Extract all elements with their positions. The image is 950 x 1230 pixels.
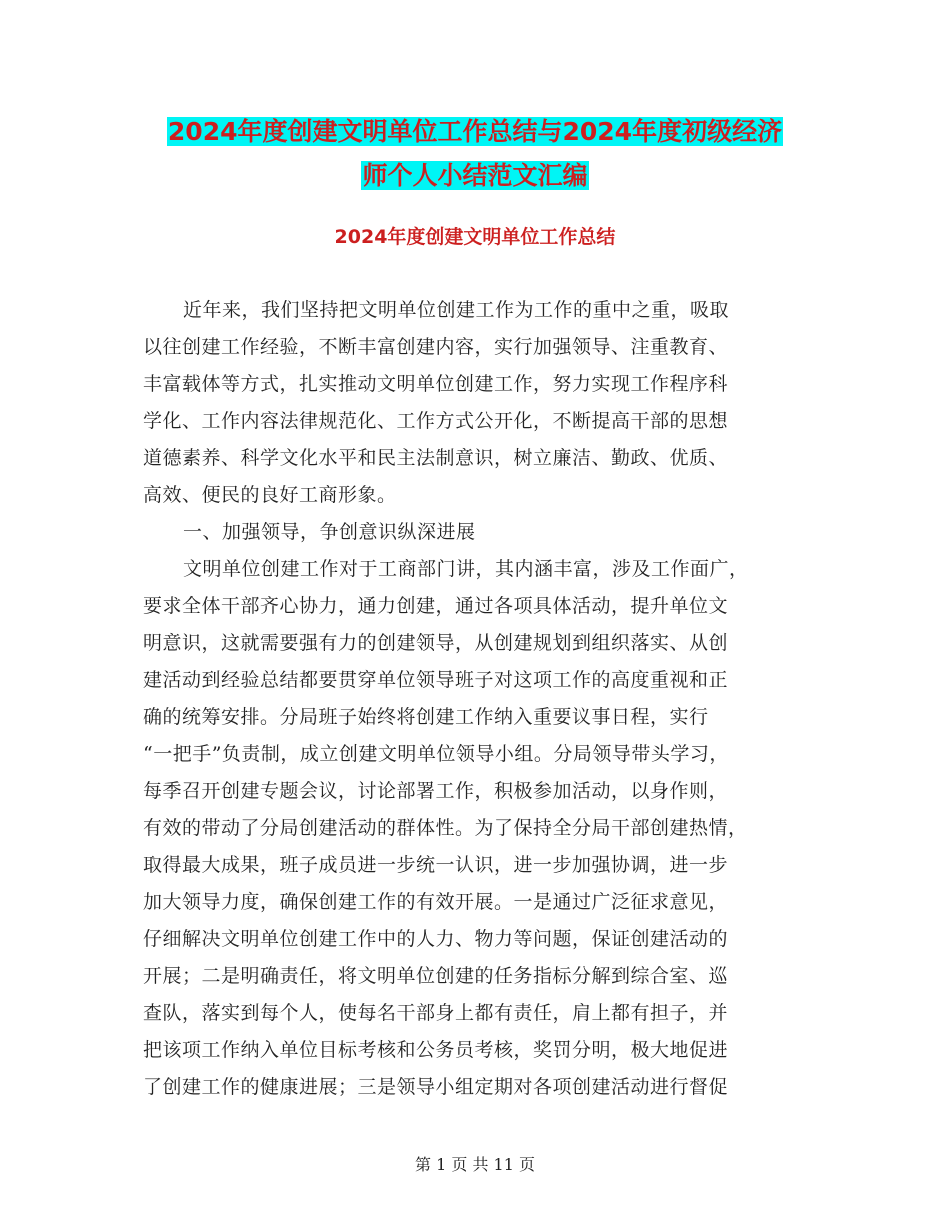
text-line: 确的统筹安排。分局班子始终将创建工作纳入重要议事日程，实行 [143, 706, 709, 728]
title-line-2: 师个人小结范文汇编 [362, 161, 588, 190]
page-footer: 第 1 页 共 11 页 [415, 1155, 535, 1174]
text-line: 丰富载体等方式，扎实推动文明单位创建工作，努力实现工作程序科 [143, 373, 729, 395]
section-title: 2024年度创建文明单位工作总结 [334, 226, 616, 248]
text-line: 有效的带动了分局创建活动的群体性。为了保持全分局干部创建热情， [143, 817, 748, 839]
text-line: 每季召开创建专题会议，讨论部署工作，积极参加活动，以身作则， [143, 780, 729, 802]
text-line: 把该项工作纳入单位目标考核和公务员考核，奖罚分明，极大地促进 [143, 1039, 729, 1061]
text-line: 明意识，这就需要强有力的创建领导，从创建规划到组织落实、从创 [143, 632, 729, 654]
body-text [143, 292, 808, 1106]
section-heading-1: 一、加强领导，争创意识纵深进展 [183, 521, 476, 543]
text-line: 要求全体干部齐心协力，通力创建，通过各项具体活动，提升单位文 [143, 595, 729, 617]
text-line: 道德素养、科学文化水平和民主法制意识，树立廉洁、勤政、优质、 [143, 447, 729, 469]
title-line-1: 2024年度创建文明单位工作总结与2024年度初级经济 [167, 117, 783, 146]
text-line: 学化、工作内容法律规范化、工作方式公开化，不断提高干部的思想 [143, 410, 729, 432]
text-line: 取得最大成果，班子成员进一步统一认识，进一步加强协调，进一步 [143, 854, 729, 876]
text-line: “一把手”负责制，成立创建文明单位领导小组。分局领导带头学习， [143, 743, 729, 765]
text-line: 近年来，我们坚持把文明单位创建工作为工作的重中之重，吸取 [183, 299, 730, 321]
document-title [0, 110, 950, 198]
text-line: 高效、便民的良好工商形象。 [143, 484, 397, 506]
text-line: 建活动到经验总结都要贯穿单位领导班子对这项工作的高度重视和正 [143, 669, 729, 691]
text-line: 了创建工作的健康进展；三是领导小组定期对各项创建活动进行督促 [143, 1076, 729, 1098]
text-line: 文明单位创建工作对于工商部门讲，其内涵丰富，涉及工作面广， [183, 558, 749, 580]
text-line: 仔细解决文明单位创建工作中的人力、物力等问题，保证创建活动的 [143, 928, 729, 950]
text-line: 开展；二是明确责任，将文明单位创建的任务指标分解到综合室、巡 [143, 965, 729, 987]
text-line: 查队，落实到每个人，使每名干部身上都有责任，肩上都有担子，并 [143, 1002, 729, 1024]
text-line: 以往创建工作经验，不断丰富创建内容，实行加强领导、注重教育、 [143, 336, 729, 358]
text-line: 加大领导力度，确保创建工作的有效开展。一是通过广泛征求意见， [143, 891, 729, 913]
